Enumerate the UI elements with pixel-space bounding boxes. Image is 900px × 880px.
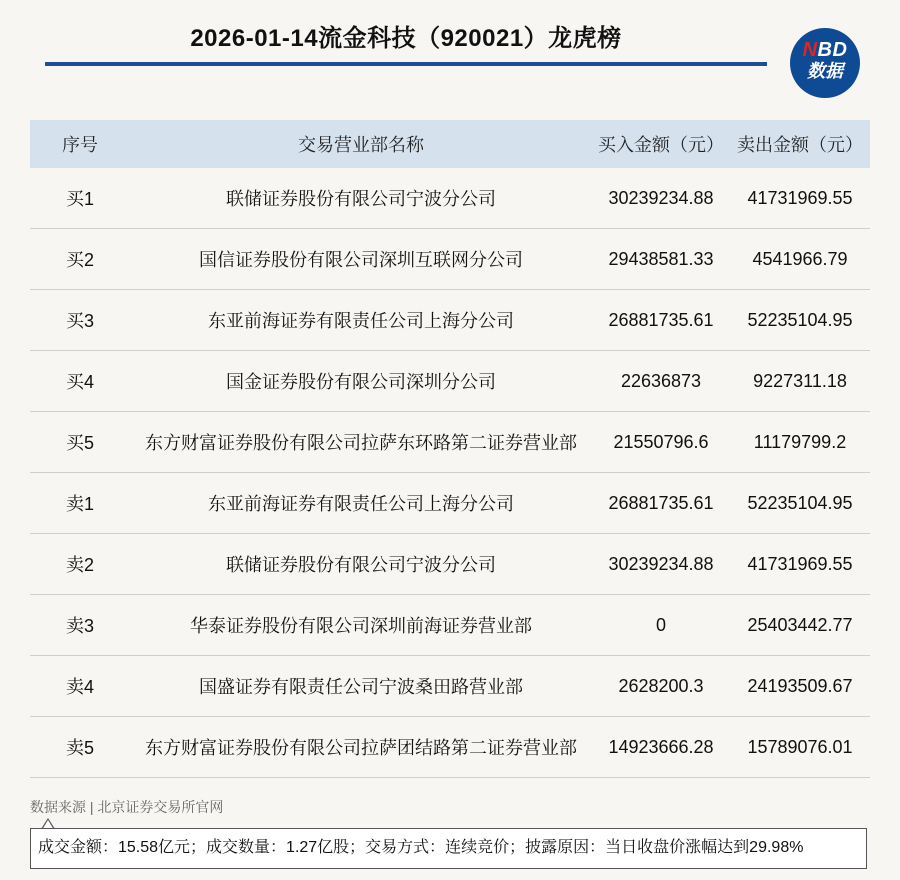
trading-summary-note: 成交金额：15.58亿元；成交数量：1.27亿股；交易方式：连续竞价；披露原因：当日收盘价涨幅达到29.98% [30, 828, 867, 869]
table-row [30, 717, 870, 778]
logo-bd-letters: BD [817, 39, 848, 61]
column-header-no: 序号 [30, 120, 130, 168]
row-name: 国金证券股份有限公司深圳分公司 [130, 351, 592, 412]
row-buy: 30239234.88 [592, 168, 730, 229]
row-no: 卖4 [30, 656, 130, 717]
table-row [30, 168, 870, 229]
row-buy: 30239234.88 [592, 534, 730, 595]
row-buy: 21550796.6 [592, 412, 730, 473]
row-name: 联储证券股份有限公司宁波分公司 [130, 534, 592, 595]
row-buy: 22636873 [592, 351, 730, 412]
row-buy: 14923666.28 [592, 717, 730, 778]
column-header-sell: 卖出金额（元） [730, 120, 870, 168]
table-row [30, 656, 870, 717]
row-name: 国信证券股份有限公司深圳互联网分公司 [130, 229, 592, 290]
logo-line-2: 数据 [807, 61, 843, 81]
row-name: 东方财富证券股份有限公司拉萨东环路第二证券营业部 [130, 412, 592, 473]
row-no: 卖2 [30, 534, 130, 595]
row-name: 华泰证券股份有限公司深圳前海证券营业部 [130, 595, 592, 656]
table-row [30, 595, 870, 656]
row-name: 东亚前海证券有限责任公司上海分公司 [130, 473, 592, 534]
row-sell: 15789076.01 [730, 717, 870, 778]
row-sell: 52235104.95 [730, 473, 870, 534]
row-sell: 9227311.18 [730, 351, 870, 412]
row-no: 卖1 [30, 473, 130, 534]
row-name: 联储证券股份有限公司宁波分公司 [130, 168, 592, 229]
row-no: 卖5 [30, 717, 130, 778]
title-underline [45, 62, 767, 66]
row-buy: 26881735.61 [592, 473, 730, 534]
row-no: 买1 [30, 168, 130, 229]
row-no: 卖3 [30, 595, 130, 656]
row-no: 买5 [30, 412, 130, 473]
row-buy: 0 [592, 595, 730, 656]
row-sell: 24193509.67 [730, 656, 870, 717]
row-sell: 25403442.77 [730, 595, 870, 656]
table-row [30, 473, 870, 534]
page-title: 2026-01-14流金科技（920021）龙虎榜 [190, 25, 622, 52]
column-header-name: 交易营业部名称 [130, 120, 592, 168]
row-buy: 29438581.33 [592, 229, 730, 290]
data-source-label: 数据来源 | 北京证券交易所官网 [30, 799, 224, 815]
row-name: 东方财富证券股份有限公司拉萨团结路第二证券营业部 [130, 717, 592, 778]
row-sell: 52235104.95 [730, 290, 870, 351]
logo-line-1 [790, 40, 860, 60]
table-row [30, 290, 870, 351]
row-buy: 2628200.3 [592, 656, 730, 717]
row-buy: 26881735.61 [592, 290, 730, 351]
row-no: 买4 [30, 351, 130, 412]
row-name: 东亚前海证券有限责任公司上海分公司 [130, 290, 592, 351]
table-row [30, 412, 870, 473]
dragon-tiger-table [30, 120, 870, 778]
table-row [30, 229, 870, 290]
row-sell: 11179799.2 [730, 412, 870, 473]
row-sell: 41731969.55 [730, 168, 870, 229]
column-header-buy: 买入金额（元） [592, 120, 730, 168]
table-row [30, 534, 870, 595]
table-row [30, 351, 870, 412]
row-sell: 4541966.79 [730, 229, 870, 290]
row-sell: 41731969.55 [730, 534, 870, 595]
row-name: 国盛证券有限责任公司宁波桑田路营业部 [130, 656, 592, 717]
logo-n-letter: N [802, 39, 818, 61]
row-no: 买2 [30, 229, 130, 290]
table-header-row [30, 120, 870, 168]
nbd-data-logo [790, 28, 860, 98]
row-no: 买3 [30, 290, 130, 351]
